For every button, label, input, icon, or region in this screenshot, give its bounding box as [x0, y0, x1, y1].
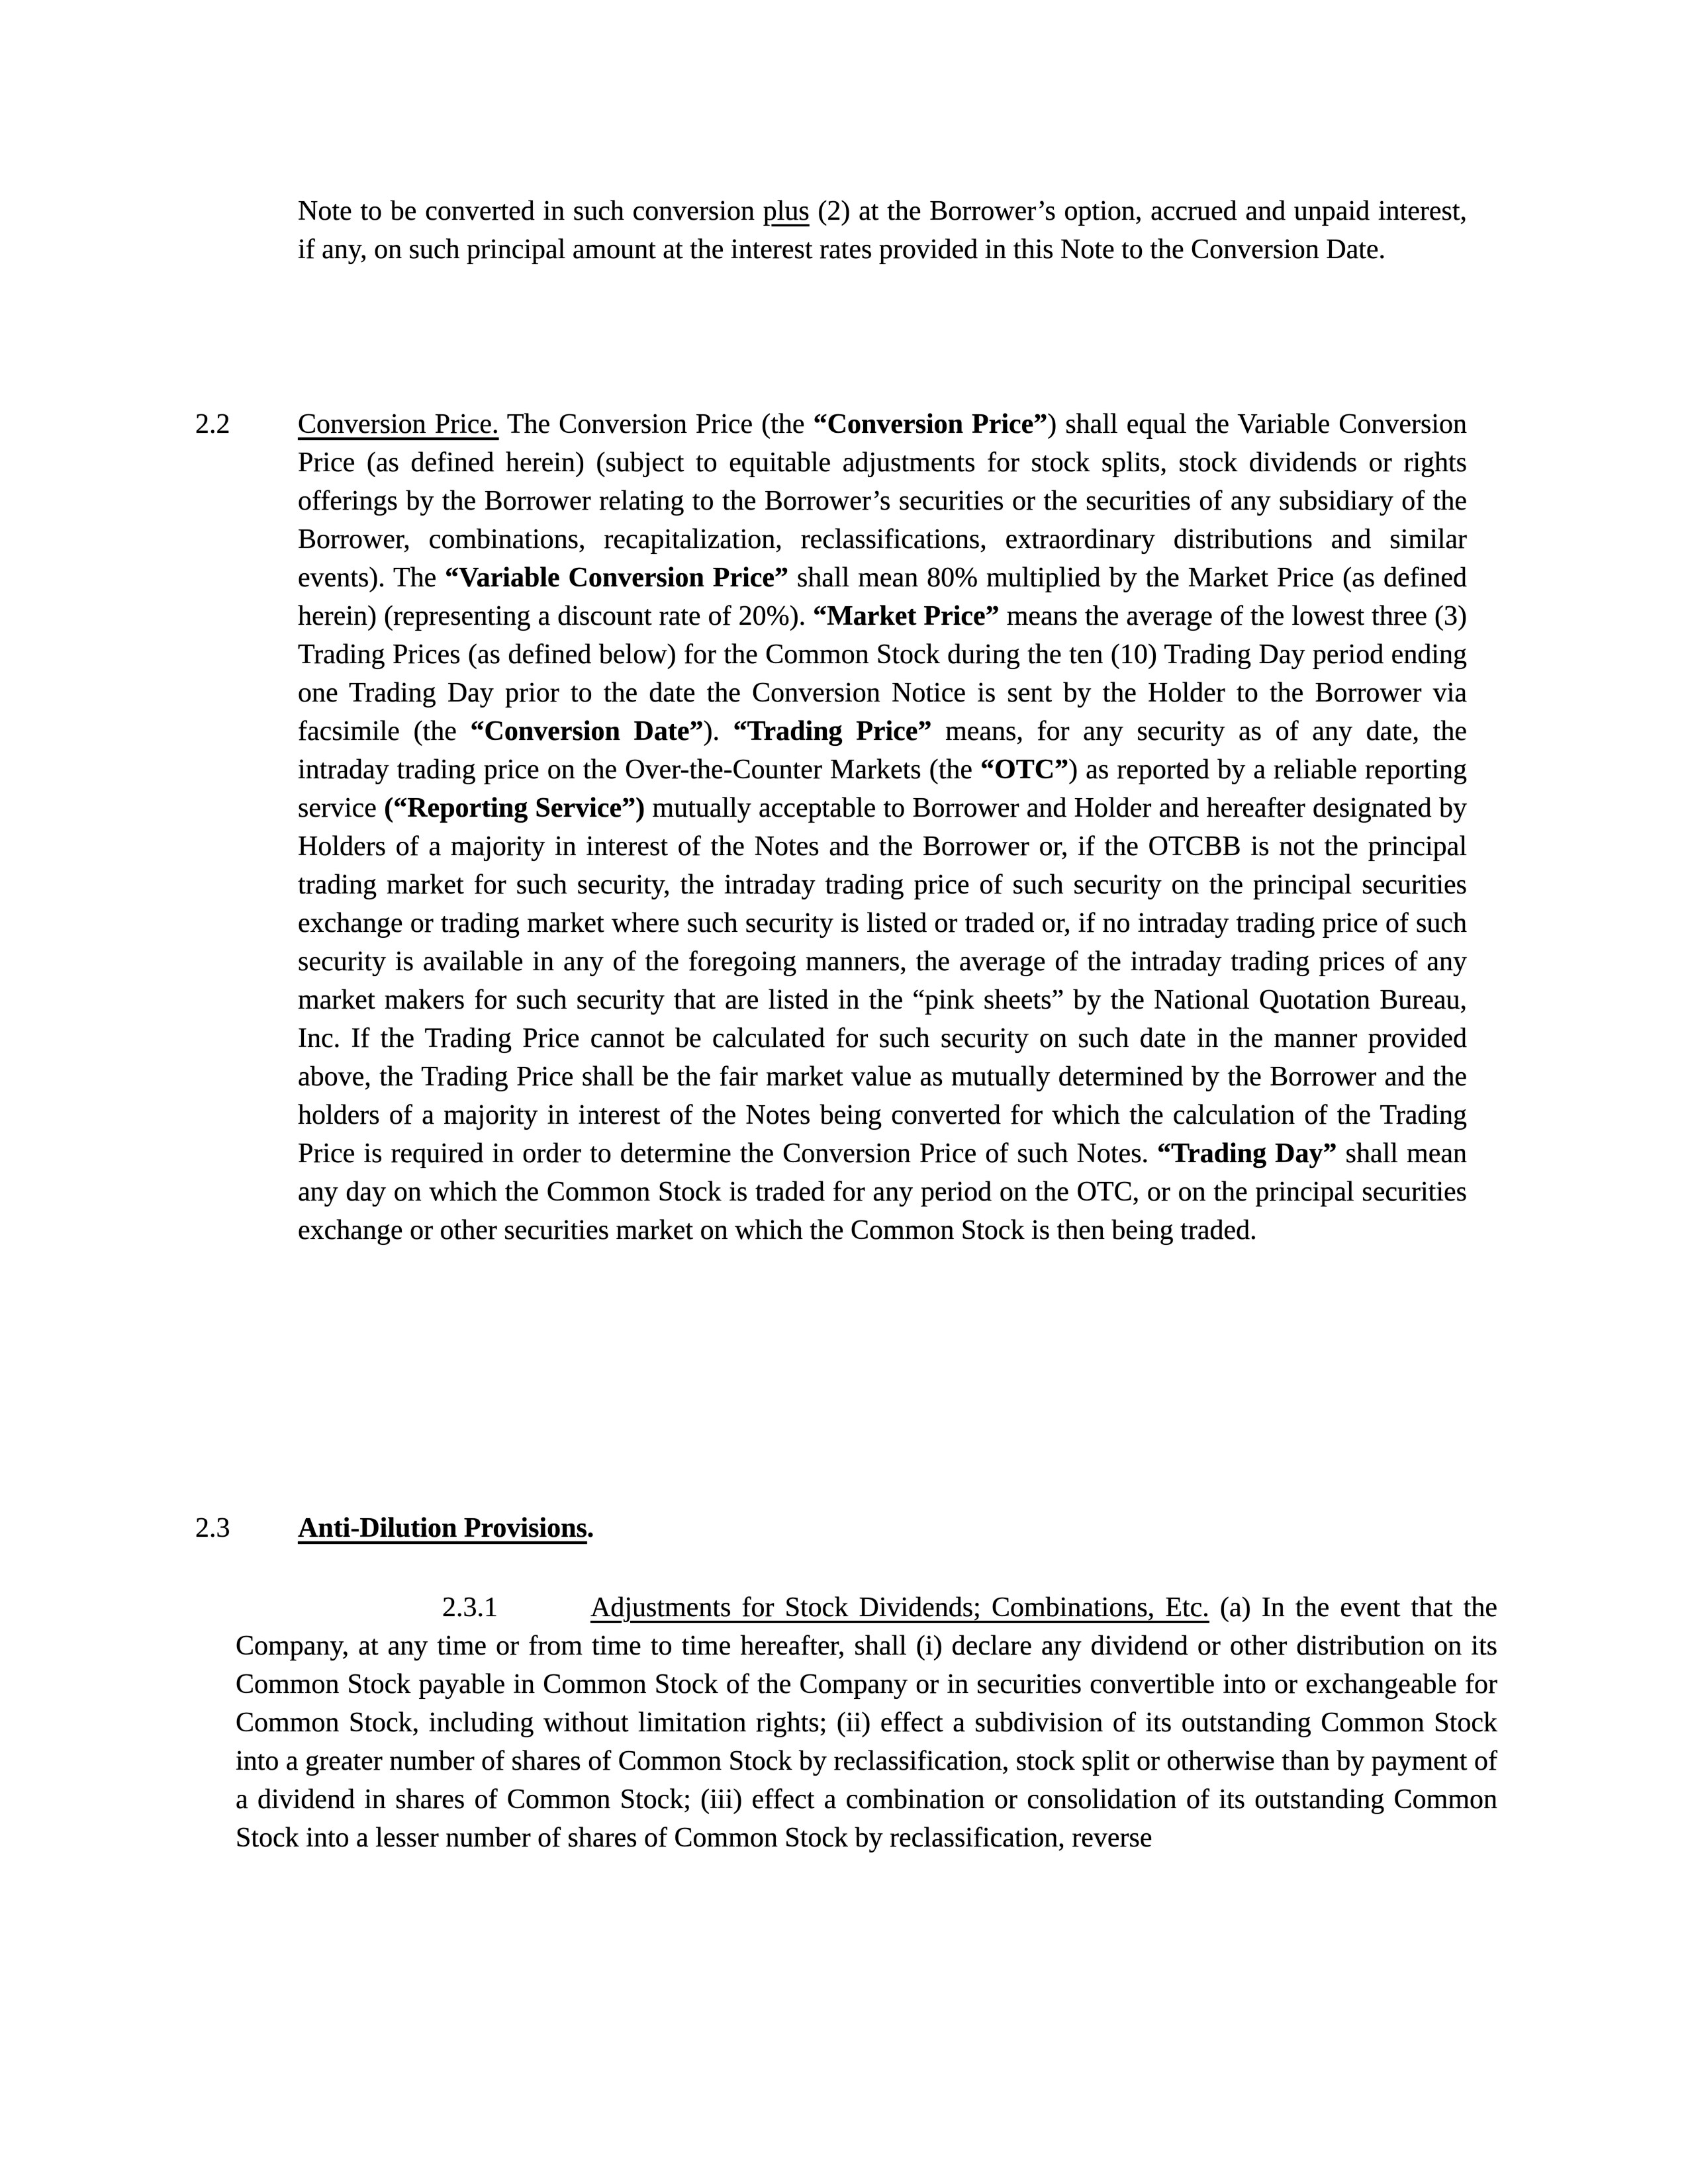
heading-adjustments-for-stock-dividends: Adjustments for Stock Dividends; Combinations, Etc.: [590, 1592, 1209, 1623]
text-run: ).: [703, 716, 733, 747]
text-run: ) as reported by a reliable reporting service: [298, 754, 1467, 823]
section-2-2: [0, 405, 1688, 1250]
defined-term-conversion-price: “Conversion Price”: [813, 409, 1048, 439]
text-run: shall mean 80% multiplied by the Market Price (as defined herein) (representing a discount rate of 20%).: [298, 563, 1467, 631]
text-run: Note to be converted in such conversion: [298, 196, 763, 226]
section-2-3-1-number: 2.3.1: [442, 1592, 498, 1623]
section-2-3-number: 2.3: [195, 1513, 230, 1543]
section-2-2-body: [298, 405, 1467, 1250]
intro-paragraph: [298, 192, 1467, 269]
text-run: means, for any security as of any date, the intraday trading price on the Over-the-Counter Markets (the: [298, 716, 1467, 785]
defined-term-variable-conversion-price: “Variable Conversion Price”: [445, 563, 789, 593]
text-run: ) shall equal the Variable Conversion Price (as defined herein) (subject to equitable adjustments for stock splits, stock dividends or rights offerings by the Borrower relating to the Borrower’s securities or the securities of any subsidiary of the Borrower, combinations, recapitalization, reclassifications, extraordinary distributions and similar events). The: [298, 409, 1467, 593]
text-run: (a) In the event that the Company, at any time or from time to time hereafter, shall (i) declare any dividend or other distribution on its Common Stock payable in Common Stock of the Company or in securities convertible into or exchangeable for Common Stock, including without limitation rights; (ii) effect a subdivision of its outstanding Common Stock into a greater number of shares of Common Stock by reclassification, stock split or otherwise than by payment of a dividend in shares of Common Stock; (iii) effect a combination or consolidation of its outstanding Common Stock into a lesser number of shares of Common Stock by reclassification, reverse: [236, 1592, 1497, 1853]
defined-term-otc: “OTC”: [980, 754, 1069, 785]
section-2-3-1: [236, 1588, 1497, 1857]
section-title-conversion-price: Conversion Price.: [298, 409, 499, 439]
section-2-3: [0, 1509, 1688, 1547]
defined-term-trading-day: “Trading Day”: [1157, 1138, 1337, 1169]
section-2-2-number: 2.2: [195, 409, 230, 439]
defined-term-reporting-service: (“Reporting Service”): [384, 793, 645, 823]
text-run: The Conversion Price (the: [498, 409, 814, 439]
heading-period: .: [586, 1513, 594, 1543]
text-run: means the average of the lowest three (3) Trading Prices (as defined below) for the Common Stock during the ten (10) Trading Day period ending one Trading Day prior to the date the Conversion Notice is sent by the Holder to the Borrower via facsimile (the: [298, 601, 1467, 747]
text-run: (2) at the Borrower’s option, accrued and unpaid interest, if any, on such principal amount at the interest rates provided in this Note to the Conversion Date.: [298, 196, 1467, 265]
defined-term-trading-price: “Trading Price”: [733, 716, 932, 747]
text-run: mutually acceptable to Borrower and Holder and hereafter designated by Holders of a majority in interest of the Notes and the Borrower or, if the OTCBB is not the principal trading market for such security, the intraday trading price of such security on the principal securities exchange or trading market where such security is listed or traded or, if no intraday trading price of such security is available in any of the foregoing manners, the average of the intraday trading prices of any market makers for such security that are listed in the “pink sheets” by the National Quotation Bureau, Inc. If the Trading Price cannot be calculated for such security on such date in the manner provided above, the Trading Price shall be the fair market value as mutually determined by the Borrower and the holders of a majority in interest of the Notes being converted for which the calculation of the Trading Price is required in order to determine the Conversion Price of such Notes.: [298, 793, 1467, 1169]
defined-term-conversion-date: “Conversion Date”: [470, 716, 704, 747]
section-2-3-heading: [298, 1509, 1467, 1547]
defined-term-market-price: “Market Price”: [813, 601, 1000, 631]
underlined-word-plus: plus: [763, 196, 810, 226]
text-run: shall mean any day on which the Common Stock is traded for any period on the OTC, or on the principal securities exchange or other securities market on which the Common Stock is then being traded.: [298, 1138, 1467, 1246]
heading-anti-dilution-provisions: Anti-Dilution Provisions: [298, 1513, 587, 1543]
